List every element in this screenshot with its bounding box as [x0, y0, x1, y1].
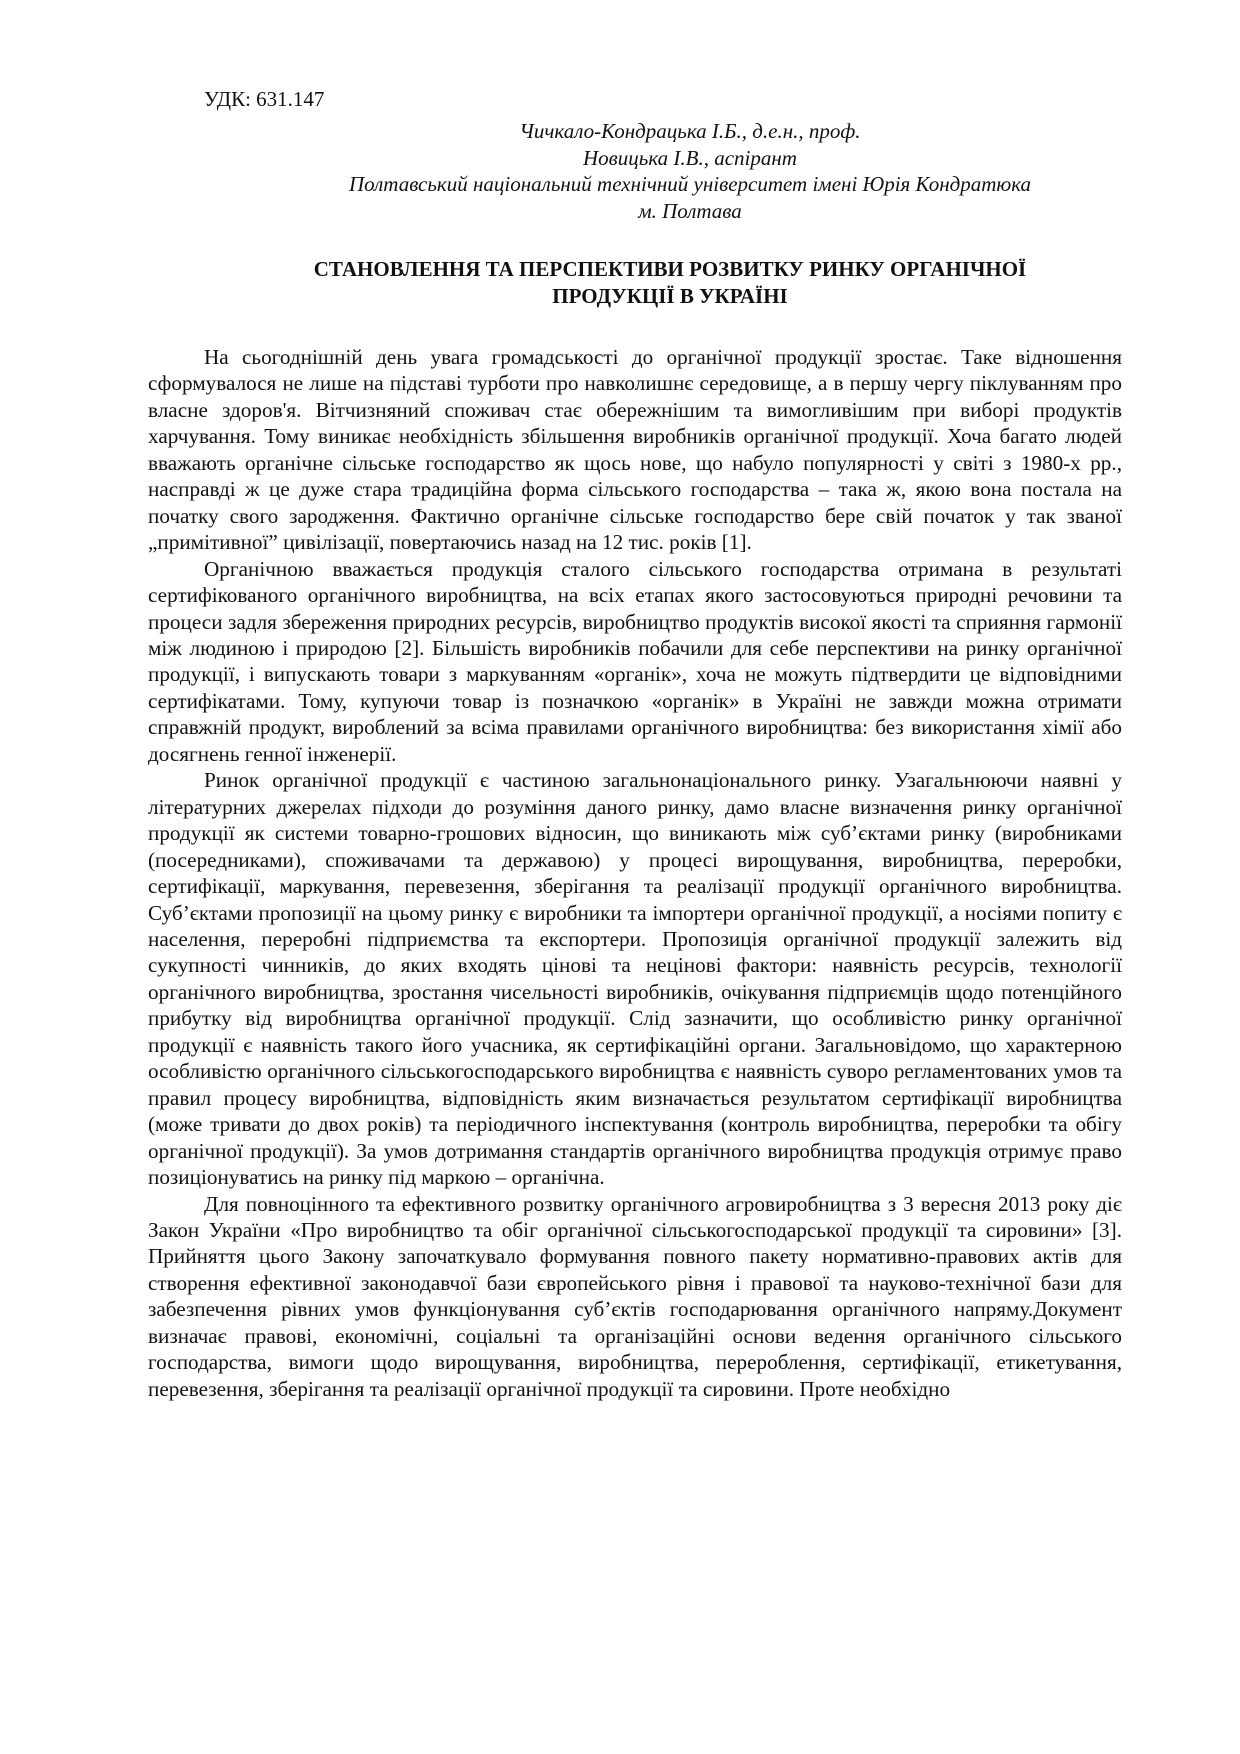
affiliation: Полтавський національний технічний університет імені Юрія Кондратюка: [348, 172, 1032, 196]
udk-code: УДК: 631.147: [204, 87, 325, 111]
paper-title: [150, 256, 1190, 309]
paragraph: Для повноцінного та ефективного розвитку органічного агровиробництва з 3 вересня 2013 року діє Закон України «Про виробництво та обіг органічної сільськогосподарської продукції та сировини» [3]. Прийняття цього Закону започаткувало формування повного пакету нормативно-правових актів для створення ефективної законодавчої бази європейського рівня і правової та науково-технічної бази для забезпечення рівних умов функціонування суб’єктів господарювання органічного напряму.Документ визначає правові, економічні, соціальні та організаційні основи ведення органічного сільського господарства, вимоги щодо вирощування, виробництва, перероблення, сертифікації, етикетування, перевезення, зберігання та реалізації органічної продукції та сировини. Проте необхідно: [148, 1191, 1122, 1401]
paragraph: Органічною вважається продукція сталого сільського господарства отримана в результаті сертифікованого органічного виробництва, на всіх етапах якого застосовуються природні речовини та процеси задля збереження природних ресурсів, виробництво продуктів високої якості та сприяння гармонії між людиною і природою [2]. Більшість виробників побачили для себе перспективи на ринку органічної продукції, і випускають товари з маркуванням «органік», хоча не можуть підтвердити це відповідними сертифікатами. Тому, купуючи товар із позначкою «органік» в Україні не завжди можна отримати справжній продукт, вироблений за всіма правилами органічного виробництва: без використання хімії або досягнень генної інженерії.: [148, 556, 1122, 766]
paragraph: На сьогоднішній день увага громадськості до органічної продукції зростає. Таке відношення сформувалося не лише на підставі турботи про навколишнє середовище, а в першу чергу піклуванням про власне здоров'я. Вітчизняний споживач стає обережнішим та вимогливішим при виборі продуктів харчування. Тому виникає необхідність збільшення виробників органічної продукції. Хоча багато людей вважають органічне сільське господарство як щось нове, що набуло популярності у світі з 1980-х рр., насправді ж це дуже стара традиційна форма сільського господарства – така ж, якою вона постала на початку свого зародження. Фактично органічне сільське господарство бере свій початок у так званої „примітивної” цивілізації, повертаючись назад на 12 тис. років [1].: [148, 345, 1122, 555]
paragraph: Ринок органічної продукції є частиною загальнонаціонального ринку. Узагальнюючи наявні у літературних джерелах підходи до розуміння даного ринку, дамо власне визначення ринку органічної продукції як системи товарно-грошових відносин, що виникають між суб’єктами ринку (виробниками (посередниками), споживачами та державою) у процесі вирощування, виробництва, переробки, сертифікації, маркування, перевезення, зберігання та реалізації продукції органічного виробництва. Суб’єктами пропозиції на цьому ринку є виробники та імпортери органічної продукції, а носіями попиту є населення, переробні підприємства та експортери. Пропозиція органічної продукції залежить від сукупності чинників, до яких входять цінові та нецінові фактори: наявність ресурсів, технології органічного виробництва, зростання чисельності виробників, очікування підприємців щодо потенційного прибутку від виробництва органічної продукції. Слід зазначити, що особливістю ринку органічної продукції є наявність такого його учасника, як сертифікаційні органи. Загальновідомо, що характерною особливістю органічного сільськогосподарського виробництва є наявність суворо регламентованих умов та правил процесу виробництва, відповідність яким визначається результатом сертифікації виробництва (може тривати до двох років) та періодичного інспектування (контроль виробництва, переробки та обігу органічної продукції). За умов дотримання стандартів органічного виробництва продукція отримує право позиціонуватись на ринку під маркою – органічна.: [148, 768, 1122, 1190]
author-1: Чичкало-Кондрацька І.Б., д.е.н., проф.: [519, 119, 861, 143]
title-line-2: ПРОДУКЦІЇ В УКРАЇНІ: [552, 283, 788, 308]
body-text: [148, 344, 1122, 1402]
title-line-1: СТАНОВЛЕННЯ ТА ПЕРСПЕКТИВИ РОЗВИТКУ РИНКУ ОРГАНІЧНОЇ: [313, 257, 1027, 281]
author-block: [240, 118, 1140, 224]
city: м. Полтава: [638, 198, 742, 223]
author-2: Новицька І.В., аспірант: [583, 145, 797, 170]
